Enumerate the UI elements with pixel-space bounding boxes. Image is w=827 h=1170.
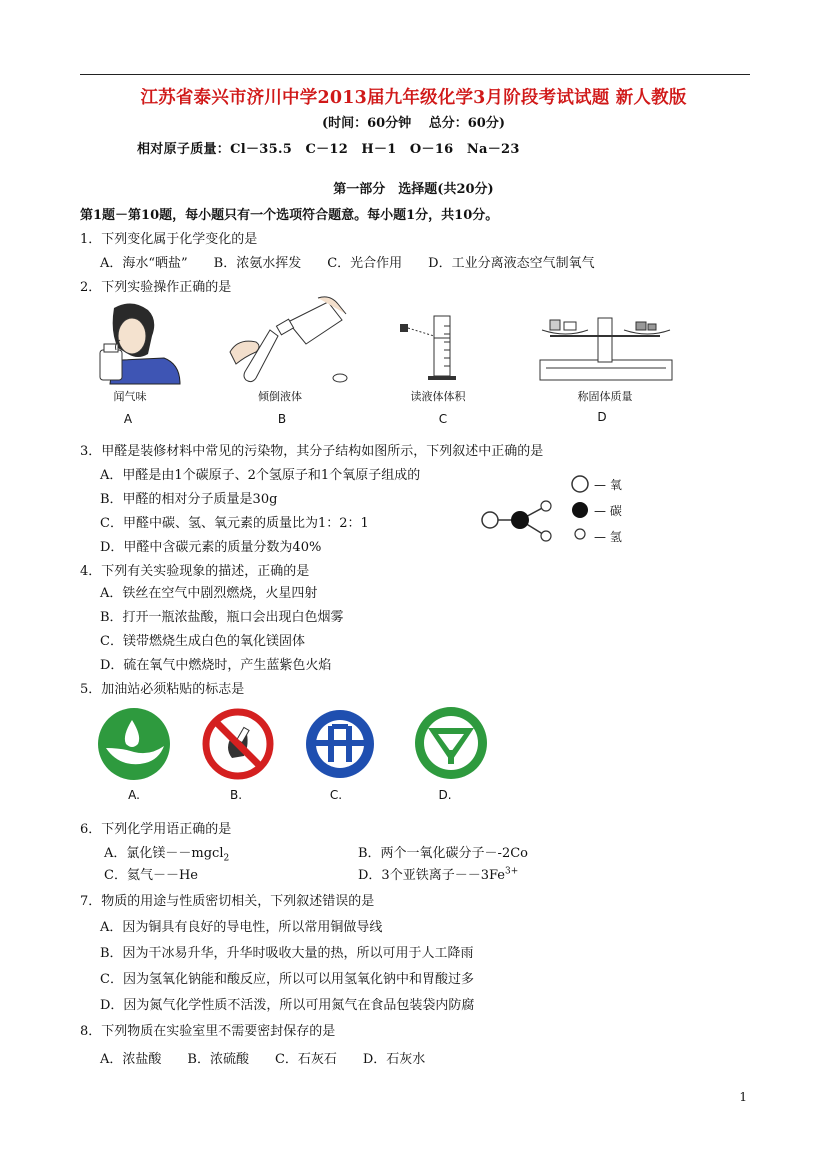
- q7-option-c: C．因为氢氧化钠能和酸反应，所以可以用氢氧化钠中和胃酸过多: [100, 972, 474, 987]
- q3-stem: 3．甲醛是装修材料中常见的污染物，其分子结构如图所示，下列叙述中正确的是: [80, 444, 544, 459]
- smell-figure: [92, 300, 192, 385]
- q7-stem: 7．物质的用途与性质密切相关，下列叙述错误的是: [80, 894, 375, 909]
- q2-stem: 2．下列实验操作正确的是: [80, 280, 232, 295]
- q8-options: A．浓盐酸 B．浓硫酸 C．石灰石 D．石灰水: [100, 1052, 426, 1067]
- legend-oxygen: — 氧: [594, 478, 622, 492]
- caption-d: 称固体质量: [577, 390, 633, 403]
- q6-option-d: D．3个亚铁离子$--3Fe^{3+}$: [358, 866, 519, 883]
- carbon-icon: [572, 502, 588, 518]
- green-food-sign-icon: [412, 704, 490, 782]
- hydrogen-icon: [575, 529, 585, 539]
- q6-option-c: C．氦气－－He: [104, 868, 198, 883]
- q4-option-a: A．铁丝在空气中剧烈燃烧，火星四射: [100, 586, 318, 601]
- letter-a: A: [123, 412, 133, 426]
- q7-option-a: A．因为铜具有良好的导电性，所以常用铜做导线: [100, 920, 383, 935]
- header-rule: [80, 74, 750, 75]
- q3-option-d: D．甲醛中含碳元素的质量分数为40%: [100, 540, 322, 555]
- q6-option-a: A．氯化镁－－mgcl$_2$: [104, 846, 230, 864]
- no-fire-sign-icon: [200, 706, 276, 782]
- q3-option-b: B．甲醛的相对分子质量是30g: [100, 492, 278, 507]
- caption-c: 读液体体积: [410, 390, 466, 403]
- pour-figure: [222, 292, 352, 387]
- q1-stem: 1．下列变化属于化学变化的是: [80, 232, 258, 247]
- q4-stem: 4．下列有关实验现象的描述，正确的是: [80, 564, 310, 579]
- molecule-legend: [568, 474, 592, 546]
- q6-stem: 6．下列化学用语正确的是: [80, 822, 232, 837]
- q7-option-d: D．因为氮气化学性质不活泼，所以可用氮气在食品包装袋内防腐: [100, 998, 475, 1013]
- legend-hydrogen: — 氢: [594, 530, 622, 544]
- formaldehyde-molecule: [476, 496, 556, 546]
- q8-stem: 8．下列物质在实验室里不需要密封保存的是: [80, 1024, 336, 1039]
- atomic-masses: 相对原子质量：Cl－35.5 C－12 H－1 O－16 Na－23: [137, 142, 520, 157]
- sign-letter-c: C.: [329, 788, 343, 802]
- sign-letter-b: B.: [229, 788, 243, 802]
- cylinder-figure: [396, 310, 466, 385]
- china-energy-sign-icon: [302, 706, 378, 782]
- q6-option-b: B．两个一氧化碳分子－-2Co: [358, 846, 528, 861]
- q4-option-b: B．打开一瓶浓盐酸，瓶口会出现白色烟雾: [100, 610, 344, 625]
- q3-option-a: A．甲醛是由1个碳原子、2个氢原子和1个氧原子组成的: [100, 468, 421, 483]
- exam-subtitle: (时间：60分钟 总分：60分): [321, 116, 505, 131]
- letter-c: C: [438, 412, 448, 426]
- oxygen-icon: [572, 476, 588, 492]
- q4-option-d: D．硫在氧气中燃烧时，产生蓝紫色火焰: [100, 658, 332, 673]
- q7-option-b: B．因为干冰易升华，升华时吸收大量的热，所以可用于人工降雨: [100, 946, 474, 961]
- part-heading: 第一部分 选择题(共20分): [333, 182, 494, 197]
- q1-options: A．海水“晒盐” B．浓氨水挥发 C．光合作用 D．工业分离液态空气制氧气: [100, 256, 595, 271]
- page-number: 1: [739, 1090, 747, 1104]
- q5-stem: 5．加油站必须粘贴的标志是: [80, 682, 245, 697]
- balance-figure: [536, 306, 676, 384]
- caption-a: 闻气味: [113, 390, 147, 403]
- legend-carbon: — 碳: [594, 504, 622, 518]
- caption-b: 倾倒液体: [258, 390, 302, 403]
- q3-option-c: C．甲醛中碳、氢、氧元素的质量比为1：2：1: [100, 516, 369, 531]
- exam-title: 江苏省泰兴市济川中学2013届九年级化学3月阶段考试试题 新人教版: [140, 88, 687, 108]
- letter-b: B: [277, 412, 287, 426]
- water-saving-sign-icon: [96, 706, 172, 782]
- letter-d: D: [597, 410, 607, 424]
- part-instruction: 第1题－第10题，每小题只有一个选项符合题意。每小题1分，共10分。: [80, 208, 499, 223]
- sign-letter-d: D.: [438, 788, 452, 802]
- sign-letter-a: A.: [128, 788, 140, 802]
- q4-option-c: C．镁带燃烧生成白色的氧化镁固体: [100, 634, 305, 649]
